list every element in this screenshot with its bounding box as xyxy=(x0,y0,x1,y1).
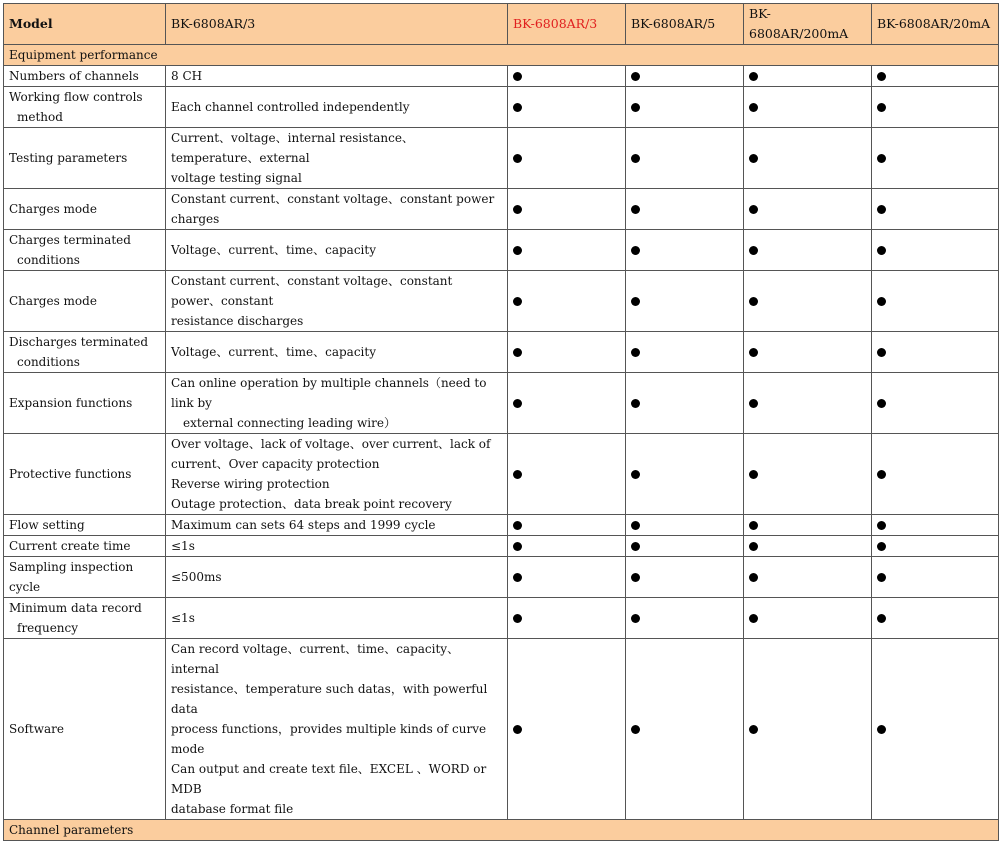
parameter-name xyxy=(4,536,166,557)
parameter-value-line: ≤500ms xyxy=(171,570,222,584)
filled-circle-icon xyxy=(513,725,522,734)
parameter-value-line: Constant current、constant voltage、constant power charges xyxy=(171,192,495,226)
filled-circle-icon xyxy=(631,399,640,408)
parameter-value-line: Can record voltage、current、time、capacity、internal xyxy=(171,642,460,676)
model-header-2: BK-6808AR/200mA xyxy=(744,4,872,45)
parameter-name-line: Expansion functions xyxy=(9,396,133,410)
section-title-equipment: Equipment performance xyxy=(4,45,999,66)
model-support-cell xyxy=(508,87,626,128)
filled-circle-icon xyxy=(877,246,886,255)
filled-circle-icon xyxy=(877,470,886,479)
model-support-cell xyxy=(744,87,872,128)
filled-circle-icon xyxy=(877,399,886,408)
filled-circle-icon xyxy=(513,246,522,255)
parameter-name xyxy=(4,557,166,598)
model-support-cell xyxy=(872,536,999,557)
parameter-value xyxy=(166,230,508,271)
model-support-cell xyxy=(508,66,626,87)
model-support-cell xyxy=(872,434,999,515)
table-row xyxy=(4,639,999,820)
table-row xyxy=(4,515,999,536)
model-support-cell xyxy=(744,271,872,332)
model-support-cell xyxy=(626,189,744,230)
parameter-value xyxy=(166,189,508,230)
table-row xyxy=(4,189,999,230)
parameter-value-line: external connecting leading wire） xyxy=(183,416,396,430)
model-support-cell xyxy=(626,536,744,557)
parameter-name xyxy=(4,189,166,230)
table-row xyxy=(4,557,999,598)
model-support-cell xyxy=(872,271,999,332)
filled-circle-icon xyxy=(513,297,522,306)
filled-circle-icon xyxy=(749,246,758,255)
model-support-cell xyxy=(508,271,626,332)
parameter-value xyxy=(166,434,508,515)
section-row-equipment xyxy=(4,45,999,66)
model-header-label: Model xyxy=(4,4,166,45)
filled-circle-icon xyxy=(513,205,522,214)
model-support-cell xyxy=(744,373,872,434)
model-support-cell xyxy=(626,87,744,128)
parameter-name-line: Discharges terminated xyxy=(9,335,149,349)
filled-circle-icon xyxy=(749,72,758,81)
table-header-row xyxy=(4,4,999,45)
table-row xyxy=(4,66,999,87)
parameter-name xyxy=(4,373,166,434)
parameter-name-line: Charges terminated xyxy=(9,233,131,247)
model-support-cell xyxy=(744,536,872,557)
model-support-cell xyxy=(508,536,626,557)
table-row xyxy=(4,434,999,515)
model-support-cell xyxy=(872,373,999,434)
parameter-name-line: Charges mode xyxy=(9,202,97,216)
spec-model-header: BK-6808AR/3 xyxy=(166,4,508,45)
model-support-cell xyxy=(744,515,872,536)
filled-circle-icon xyxy=(631,542,640,551)
parameter-value xyxy=(166,87,508,128)
parameter-name-line: Protective functions xyxy=(9,467,132,481)
parameter-value-line: current、Over capacity protection xyxy=(171,457,380,471)
parameter-name-line: Software xyxy=(9,722,64,736)
parameter-value-line: resistance discharges xyxy=(171,314,304,328)
filled-circle-icon xyxy=(877,521,886,530)
model-support-cell xyxy=(744,332,872,373)
parameter-value-line: 8 CH xyxy=(171,69,203,83)
model-support-cell xyxy=(872,87,999,128)
table-row xyxy=(4,332,999,373)
filled-circle-icon xyxy=(513,348,522,357)
filled-circle-icon xyxy=(513,154,522,163)
parameter-name-line: frequency xyxy=(17,621,79,635)
parameter-name xyxy=(4,434,166,515)
parameter-name xyxy=(4,230,166,271)
filled-circle-icon xyxy=(513,614,522,623)
parameter-value xyxy=(166,598,508,639)
parameter-value xyxy=(166,332,508,373)
filled-circle-icon xyxy=(513,103,522,112)
model-support-cell xyxy=(744,128,872,189)
table-row xyxy=(4,230,999,271)
model-support-cell xyxy=(744,434,872,515)
parameter-name-line: Charges mode xyxy=(9,294,97,308)
model-support-cell xyxy=(626,515,744,536)
model-support-cell xyxy=(872,515,999,536)
parameter-value-line: process functions，provides multiple kinds of curve mode xyxy=(171,722,487,756)
specification-table xyxy=(3,3,999,841)
model-support-cell xyxy=(626,557,744,598)
filled-circle-icon xyxy=(513,470,522,479)
model-support-cell xyxy=(872,332,999,373)
model-header-0: BK-6808AR/3 xyxy=(508,4,626,45)
parameter-name-line: Numbers of channels xyxy=(9,69,139,83)
parameter-name-line: Minimum data record xyxy=(9,601,142,615)
parameter-value xyxy=(166,536,508,557)
filled-circle-icon xyxy=(631,205,640,214)
model-support-cell xyxy=(872,66,999,87)
filled-circle-icon xyxy=(631,614,640,623)
filled-circle-icon xyxy=(749,205,758,214)
filled-circle-icon xyxy=(749,521,758,530)
model-support-cell xyxy=(508,434,626,515)
filled-circle-icon xyxy=(631,103,640,112)
model-support-cell xyxy=(508,515,626,536)
parameter-value-line: Each channel controlled independently xyxy=(171,100,410,114)
model-support-cell xyxy=(626,373,744,434)
filled-circle-icon xyxy=(877,348,886,357)
model-support-cell xyxy=(508,230,626,271)
filled-circle-icon xyxy=(877,542,886,551)
model-support-cell xyxy=(508,639,626,820)
filled-circle-icon xyxy=(749,103,758,112)
model-support-cell xyxy=(626,66,744,87)
parameter-value-line: Voltage、current、time、capacity xyxy=(171,345,376,359)
parameter-name xyxy=(4,128,166,189)
parameter-name xyxy=(4,271,166,332)
table-row xyxy=(4,87,999,128)
parameter-value-line: voltage testing signal xyxy=(171,171,302,185)
parameter-value xyxy=(166,66,508,87)
parameter-value-line: Over voltage、lack of voltage、over current、lack of xyxy=(171,437,491,451)
model-support-cell xyxy=(626,128,744,189)
parameter-value-line: Can online operation by multiple channels（need to link by xyxy=(171,376,487,410)
filled-circle-icon xyxy=(631,348,640,357)
parameter-value xyxy=(166,515,508,536)
parameter-value-line: Constant current、constant voltage、constant power、constant xyxy=(171,274,453,308)
model-support-cell xyxy=(508,557,626,598)
parameter-name-line: Flow setting xyxy=(9,518,85,532)
model-support-cell xyxy=(872,230,999,271)
filled-circle-icon xyxy=(513,521,522,530)
parameter-value-line: ≤1s xyxy=(171,539,195,553)
parameter-name-line: method xyxy=(17,110,63,124)
filled-circle-icon xyxy=(749,573,758,582)
filled-circle-icon xyxy=(631,470,640,479)
model-header-3: BK-6808AR/20mA xyxy=(872,4,999,45)
model-support-cell xyxy=(626,230,744,271)
filled-circle-icon xyxy=(877,103,886,112)
model-support-cell xyxy=(508,373,626,434)
section-row-channel xyxy=(4,820,999,841)
parameter-name-line: conditions xyxy=(17,355,80,369)
model-support-cell xyxy=(508,189,626,230)
model-header-1: BK-6808AR/5 xyxy=(626,4,744,45)
parameter-value-line: Reverse wiring protection xyxy=(171,477,330,491)
parameter-name xyxy=(4,598,166,639)
model-support-cell xyxy=(872,639,999,820)
model-support-cell xyxy=(872,557,999,598)
parameter-name-line: conditions xyxy=(17,253,80,267)
filled-circle-icon xyxy=(877,725,886,734)
filled-circle-icon xyxy=(631,725,640,734)
filled-circle-icon xyxy=(749,399,758,408)
parameter-name-line: Working flow controls xyxy=(9,90,143,104)
filled-circle-icon xyxy=(513,542,522,551)
filled-circle-icon xyxy=(749,470,758,479)
model-support-cell xyxy=(744,189,872,230)
parameter-value xyxy=(166,373,508,434)
filled-circle-icon xyxy=(513,399,522,408)
filled-circle-icon xyxy=(631,573,640,582)
filled-circle-icon xyxy=(513,573,522,582)
table-row xyxy=(4,128,999,189)
filled-circle-icon xyxy=(877,205,886,214)
parameter-value xyxy=(166,639,508,820)
model-support-cell xyxy=(626,332,744,373)
filled-circle-icon xyxy=(877,154,886,163)
model-support-cell xyxy=(872,189,999,230)
parameter-name xyxy=(4,66,166,87)
parameter-value-line: Can output and create text file、EXCEL 、WORD or MDB xyxy=(171,762,487,796)
filled-circle-icon xyxy=(749,725,758,734)
model-support-cell xyxy=(744,557,872,598)
parameter-name-line: Testing parameters xyxy=(9,151,128,165)
parameter-name-line: Current create time xyxy=(9,539,131,553)
model-support-cell xyxy=(744,639,872,820)
model-support-cell xyxy=(872,598,999,639)
parameter-name xyxy=(4,332,166,373)
parameter-name xyxy=(4,87,166,128)
parameter-value-line: database format file xyxy=(171,802,294,816)
model-support-cell xyxy=(626,271,744,332)
model-support-cell xyxy=(744,230,872,271)
filled-circle-icon xyxy=(749,542,758,551)
filled-circle-icon xyxy=(631,72,640,81)
section-title-channel: Channel parameters xyxy=(4,820,999,841)
parameter-name-line: Sampling inspection cycle xyxy=(9,560,134,594)
filled-circle-icon xyxy=(749,614,758,623)
model-support-cell xyxy=(872,128,999,189)
filled-circle-icon xyxy=(877,297,886,306)
parameter-value-line: Outage protection、data break point recovery xyxy=(171,497,452,511)
parameter-value xyxy=(166,557,508,598)
table-row xyxy=(4,598,999,639)
model-support-cell xyxy=(508,598,626,639)
filled-circle-icon xyxy=(749,348,758,357)
model-support-cell xyxy=(744,66,872,87)
parameter-value-line: Maximum can sets 64 steps and 1999 cycle xyxy=(171,518,436,532)
model-support-cell xyxy=(626,598,744,639)
parameter-value-line: Current、voltage、internal resistance、temperature、external xyxy=(171,131,414,165)
model-support-cell xyxy=(626,434,744,515)
model-support-cell xyxy=(508,128,626,189)
parameter-value-line: Voltage、current、time、capacity xyxy=(171,243,376,257)
filled-circle-icon xyxy=(631,297,640,306)
model-support-cell xyxy=(508,332,626,373)
filled-circle-icon xyxy=(631,246,640,255)
parameter-name xyxy=(4,515,166,536)
model-support-cell xyxy=(744,598,872,639)
filled-circle-icon xyxy=(631,521,640,530)
filled-circle-icon xyxy=(513,72,522,81)
table-row xyxy=(4,271,999,332)
model-support-cell xyxy=(626,639,744,820)
parameter-value-line: ≤1s xyxy=(171,611,195,625)
table-row xyxy=(4,373,999,434)
parameter-value xyxy=(166,128,508,189)
filled-circle-icon xyxy=(877,573,886,582)
parameter-name xyxy=(4,639,166,820)
filled-circle-icon xyxy=(749,154,758,163)
parameter-value xyxy=(166,271,508,332)
filled-circle-icon xyxy=(877,72,886,81)
filled-circle-icon xyxy=(631,154,640,163)
filled-circle-icon xyxy=(749,297,758,306)
table-row xyxy=(4,536,999,557)
parameter-value-line: resistance、temperature such datas，with powerful data xyxy=(171,682,488,716)
filled-circle-icon xyxy=(877,614,886,623)
